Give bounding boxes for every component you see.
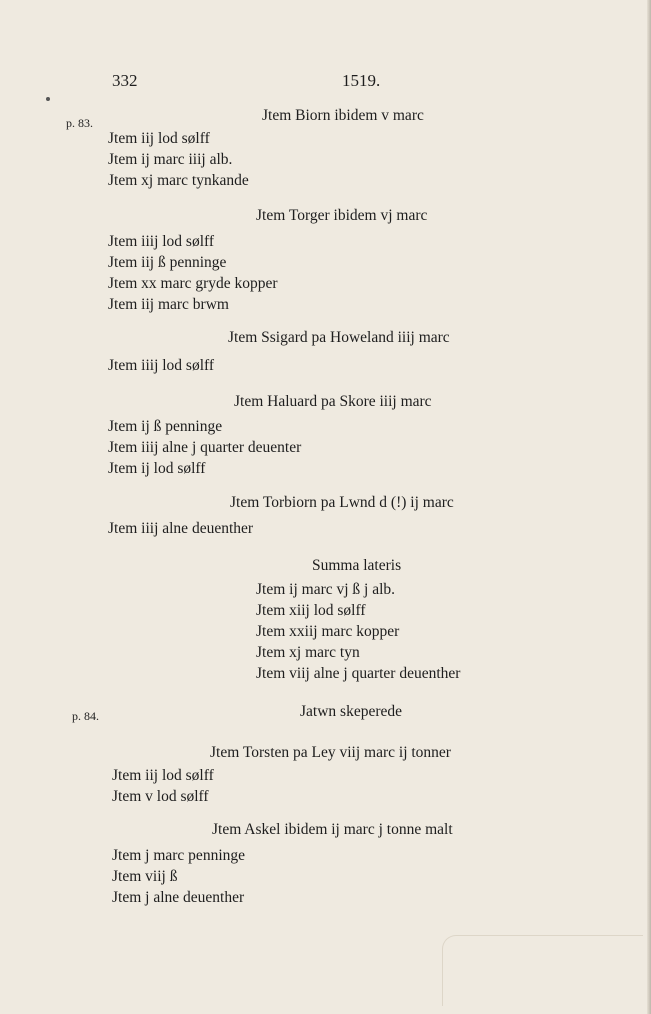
entry-line: Jtem ij marc iiij alb. [108, 151, 233, 168]
summa-line: Jtem xiij lod sølff [256, 602, 366, 619]
entry-line: Jtem xx marc gryde kopper [108, 275, 278, 292]
section-title: Jatwn skeperede [300, 703, 402, 720]
summa-line: Jtem xj marc tyn [256, 644, 360, 661]
margin-ref: p. 84. [72, 709, 99, 723]
entry-line: Jtem iiij lod sølff [108, 357, 215, 374]
entry-line: Jtem j marc penninge [112, 847, 245, 864]
entry-line: Jtem iiij lod sølff [108, 233, 215, 250]
entry-line: Jtem viij ß [112, 868, 178, 885]
entry-heading: Jtem Askel ibidem ij marc j tonne malt [212, 821, 453, 838]
summa-line: Jtem xxiij marc kopper [256, 623, 400, 640]
margin-ref: p. 83. [66, 116, 93, 130]
margin-dot [46, 97, 50, 101]
paper-crease [442, 935, 643, 1006]
entry-heading: Jtem Ssigard pa Howeland iiij marc [228, 329, 450, 346]
entry-heading: Jtem Haluard pa Skore iiij marc [234, 393, 432, 410]
entry-line: Jtem iij lod sølff [112, 767, 214, 784]
year-heading: 1519. [342, 71, 381, 90]
page-number: 332 [112, 71, 138, 90]
entry-line: Jtem ij lod sølff [108, 460, 206, 477]
entry-heading: Jtem Torsten pa Ley viij marc ij tonner [210, 744, 451, 761]
page-edge [647, 0, 651, 1014]
entry-line: Jtem iij marc brwm [108, 296, 229, 313]
entry-heading: Jtem Torger ibidem vj marc [256, 207, 428, 224]
entry-line: Jtem iij lod sølff [108, 130, 210, 147]
summa-line: Jtem ij marc vj ß j alb. [256, 581, 396, 598]
entry-line: Jtem iij ß penninge [108, 254, 227, 271]
entry-heading: Jtem Torbiorn pa Lwnd d (!) ij marc [230, 494, 454, 511]
entry-heading: Jtem Biorn ibidem v marc [262, 107, 424, 124]
entry-line: Jtem iiij alne j quarter deuenter [108, 439, 302, 456]
entry-line: Jtem j alne deuenther [112, 889, 245, 906]
entry-line: Jtem iiij alne deuenther [108, 520, 254, 537]
summa-heading: Summa lateris [312, 557, 402, 574]
entry-line: Jtem ij ß penninge [108, 418, 223, 435]
summa-line: Jtem viij alne j quarter deuenther [256, 665, 461, 682]
entry-line: Jtem xj marc tynkande [108, 172, 249, 189]
entry-line: Jtem v lod sølff [112, 788, 209, 805]
